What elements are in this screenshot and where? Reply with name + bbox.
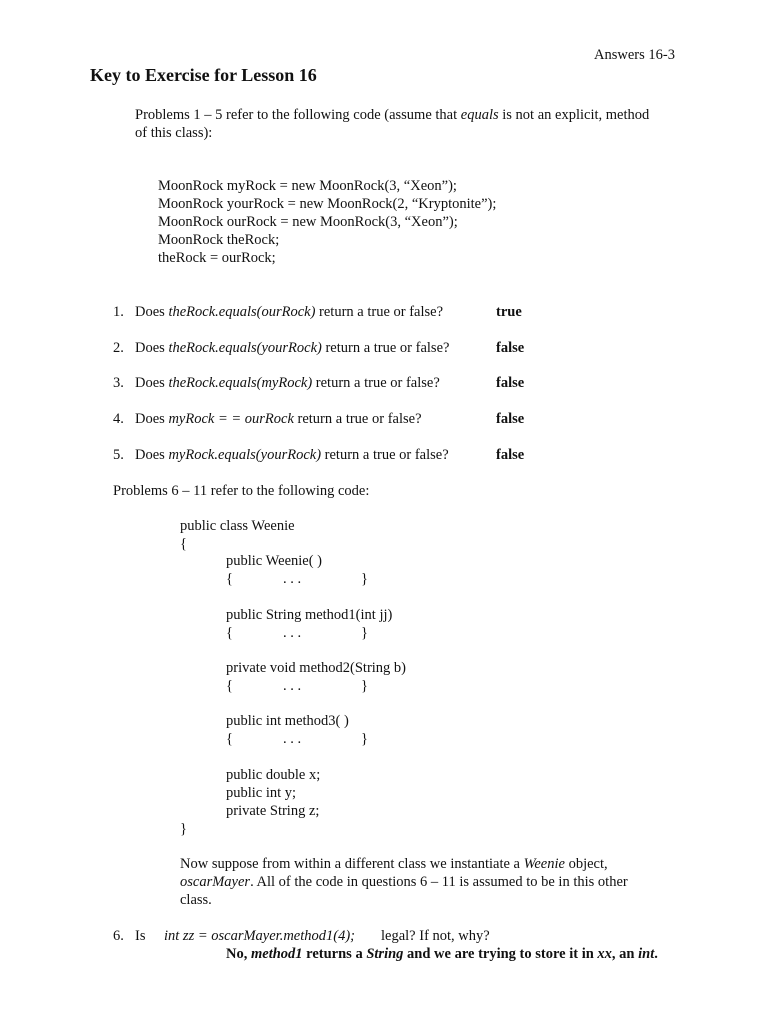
page-title: Key to Exercise for Lesson 16 xyxy=(90,65,317,85)
code-brace: { xyxy=(226,625,233,641)
question-answer: true xyxy=(496,304,522,320)
question-answer: false xyxy=(496,340,525,356)
intro-line-1: Problems 1 – 5 refer to the following code (assume that equals is not an explicit, method xyxy=(135,107,650,123)
code-line: public String method1(int jj) xyxy=(226,607,393,623)
question-answer: false xyxy=(496,411,525,427)
question-answer: false xyxy=(496,447,525,463)
question-text: Does theRock.equals(myRock) return a true or false? xyxy=(135,375,440,391)
intro-line-2: of this class): xyxy=(135,125,213,141)
code-brace: } xyxy=(361,571,368,587)
question-text: legal? If not, why? xyxy=(381,928,490,944)
question-number: 1. xyxy=(113,304,124,320)
question-text: Does theRock.equals(ourRock) return a true or false? xyxy=(135,304,444,320)
code-ellipsis: . . . xyxy=(283,731,302,747)
code-brace: } xyxy=(361,678,368,694)
question-number: 6. xyxy=(113,928,124,944)
code-brace: } xyxy=(361,731,368,747)
code-line: public int method3( ) xyxy=(226,713,349,729)
code-line: MoonRock yourRock = new MoonRock(2, “Kryptonite”); xyxy=(158,196,497,212)
code-brace: } xyxy=(361,625,368,641)
code-line: public Weenie( ) xyxy=(226,553,322,569)
suppose-line-1: Now suppose from within a different class we instantiate a Weenie object, xyxy=(180,856,608,872)
code-ellipsis: . . . xyxy=(283,571,302,587)
code-line: public double x; xyxy=(226,767,321,783)
question-number: 2. xyxy=(113,340,124,356)
section-2-intro: Problems 6 – 11 refer to the following code: xyxy=(113,483,370,499)
question-number: 3. xyxy=(113,375,124,391)
code-line: public class Weenie xyxy=(180,518,295,534)
code-brace: { xyxy=(226,731,233,747)
question-answer: No, method1 returns a String and we are trying to store it in xx, an int. xyxy=(226,946,658,962)
code-line: MoonRock ourRock = new MoonRock(3, “Xeon”); xyxy=(158,214,458,230)
code-line: theRock = ourRock; xyxy=(158,250,276,266)
question-text: Does myRock.equals(yourRock) return a true or false? xyxy=(135,447,449,463)
question-text: Does myRock = = ourRock return a true or false? xyxy=(135,411,422,427)
question-number: 4. xyxy=(113,411,124,427)
code-line: private void method2(String b) xyxy=(226,660,407,676)
code-line: MoonRock theRock; xyxy=(158,232,280,248)
question-text: Does theRock.equals(yourRock) return a true or false? xyxy=(135,340,450,356)
code-line: public int y; xyxy=(226,785,297,801)
question-is: Is xyxy=(135,928,146,944)
code-ellipsis: . . . xyxy=(283,678,302,694)
code-brace: } xyxy=(180,821,187,837)
code-line: private String z; xyxy=(226,803,320,819)
page-label: Answers 16-3 xyxy=(594,47,675,63)
suppose-line-3: class. xyxy=(180,892,212,908)
code-line: MoonRock myRock = new MoonRock(3, “Xeon”); xyxy=(158,178,457,194)
code-brace: { xyxy=(226,571,233,587)
question-code: int zz = oscarMayer.method1(4); xyxy=(164,928,356,944)
suppose-line-2: oscarMayer. All of the code in questions 6 – 11 is assumed to be in this other xyxy=(180,874,628,890)
question-number: 5. xyxy=(113,447,124,463)
code-ellipsis: . . . xyxy=(283,625,302,641)
question-answer: false xyxy=(496,375,525,391)
code-brace: { xyxy=(226,678,233,694)
code-brace: { xyxy=(180,536,187,552)
